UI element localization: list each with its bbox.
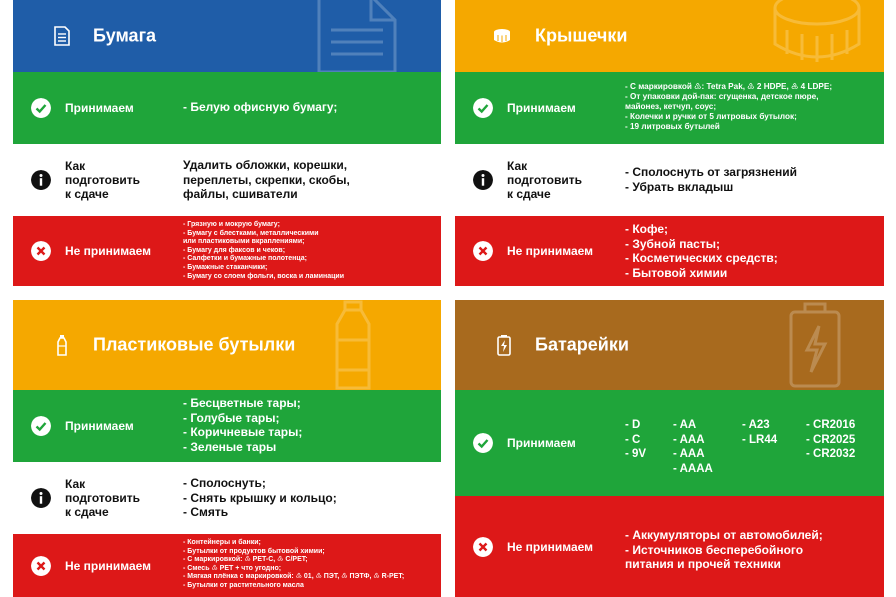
paper-accept-row: [13, 72, 441, 144]
batteries-accept-label: Принимаем: [507, 436, 576, 450]
paper-accept-label: Принимаем: [65, 101, 134, 115]
battery-sizes-col-1: - D - C - 9V: [625, 419, 647, 460]
bottles-header: [13, 300, 441, 390]
batteries-card: [455, 300, 884, 597]
caps-reject-label: Не принимаем: [507, 244, 594, 258]
bottles-accept-label: Принимаем: [65, 419, 134, 433]
caps-card: [455, 0, 884, 286]
battery-sizes-col-3: - A23 - LR44: [742, 419, 778, 446]
bottles-card: [13, 300, 441, 597]
bottles-reject-row: [13, 534, 441, 597]
battery-sizes-col-4: - CR2016 - CR2025 - CR2032: [806, 419, 856, 460]
batteries-title: Батарейки: [535, 334, 629, 355]
caps-prepare-label: Как подготовить к сдаче: [507, 159, 582, 201]
check-circle-icon: [473, 98, 493, 118]
paper-card: [13, 0, 441, 286]
paper-accept-text: - Белую офисную бумагу;: [183, 100, 338, 114]
check-circle-icon: [31, 416, 51, 436]
paper-prepare-label: Как подготовить к сдаче: [65, 159, 140, 201]
bottles-prepare-text: - Сполоснуть; - Снять крышку и кольцо; - Смять: [183, 476, 337, 519]
battery-sizes-col-2: - AA - AAA - AAA - AAAA: [673, 419, 713, 475]
paper-title: Бумага: [93, 25, 157, 46]
bottles-prepare-label: Как подготовить к сдаче: [65, 477, 140, 519]
paper-prepare-text: Удалить обложки, корешки, переплеты, скрепки, скобы, файлы, сшиватели: [183, 158, 350, 201]
caps-accept-label: Принимаем: [507, 101, 576, 115]
caps-reject-text: - Кофе; - Зубной пасты; - Косметических средств; - Бытовой химии: [625, 222, 778, 280]
caps-accept-row: [455, 72, 884, 144]
cross-circle-icon: [473, 537, 493, 557]
batteries-watermark-icon: [785, 300, 845, 390]
paper-reject-label: Не принимаем: [65, 244, 152, 258]
info-circle-icon: [31, 488, 51, 508]
info-circle-icon: [31, 170, 51, 190]
paper-document-icon: [51, 25, 73, 47]
paper-reject-row: [13, 216, 441, 286]
check-circle-icon: [473, 433, 493, 453]
caps-watermark-icon: [767, 0, 867, 72]
info-circle-icon: [473, 170, 493, 190]
bottles-watermark-icon: [327, 300, 379, 390]
batteries-reject-text: - Аккумуляторы от автомобилей; - Источников бесперебойного питания и прочей техники: [625, 528, 823, 571]
bottle-cap-icon: [491, 25, 513, 47]
caps-header: [455, 0, 884, 72]
caps-accept-text: - С маркировкой ♳: Tetra Pak, ♴ 2 HDPE, ♶ 4 LDPE; - От упаковки дой-пак: сгущенка, детское пюре, майонез, кетчуп, соус; - Колечки и ручки от 5 литровых бутылок; - 19 литровых бутылей: [625, 82, 833, 131]
bottles-accept-row: [13, 390, 441, 462]
bottles-prepare-row: [13, 462, 441, 534]
bottles-reject-text: - Контейнеры и банки; - Бутылки от продуктов бытовой химии; - С маркировкой: ♳ PET-С, ♳ С/PET; - Смесь ♳ PET + что угодно; - Мягкая плёнка с маркировкой: ♳ 01, ♳ ПЭТ, ♳ ПЭТФ, ♳ R-PET; - Бутылки от растительного масла: [183, 539, 405, 589]
batteries-header: [455, 300, 884, 390]
check-circle-icon: [31, 98, 51, 118]
bottles-reject-label: Не принимаем: [65, 558, 152, 573]
plastic-bottle-icon: [51, 334, 73, 356]
caps-reject-row: [455, 216, 884, 286]
batteries-accept-row: [455, 390, 884, 496]
cross-circle-icon: [31, 241, 51, 261]
paper-prepare-row: [13, 144, 441, 216]
bottles-accept-text: - Бесцветные тары; - Голубые тары; - Коричневые тары; - Зеленые тары: [183, 396, 303, 454]
paper-reject-text: - Грязную и мокрую бумагу; - Бумагу с блестками, металлическими или пластиковыми вкраплениями; - Бумагу для факсов и чеков; - Салфетки и бумажные полотенца; - Бумажные стаканчики; - Бумагу со слоем фольги, воска и ламинации: [183, 221, 345, 280]
caps-prepare-text: - Сполоснуть от загрязнений - Убрать вкладыш: [625, 165, 798, 194]
cross-circle-icon: [473, 241, 493, 261]
batteries-reject-label: Не принимаем: [507, 539, 594, 554]
paper-watermark-icon: [315, 0, 399, 72]
paper-header: [13, 0, 441, 72]
caps-title: Крышечки: [535, 25, 628, 46]
cross-circle-icon: [31, 556, 51, 576]
bottles-title: Пластиковые бутылки: [93, 334, 296, 355]
battery-icon: [493, 334, 515, 356]
batteries-reject-row: [455, 496, 884, 597]
caps-prepare-row: [455, 144, 884, 216]
